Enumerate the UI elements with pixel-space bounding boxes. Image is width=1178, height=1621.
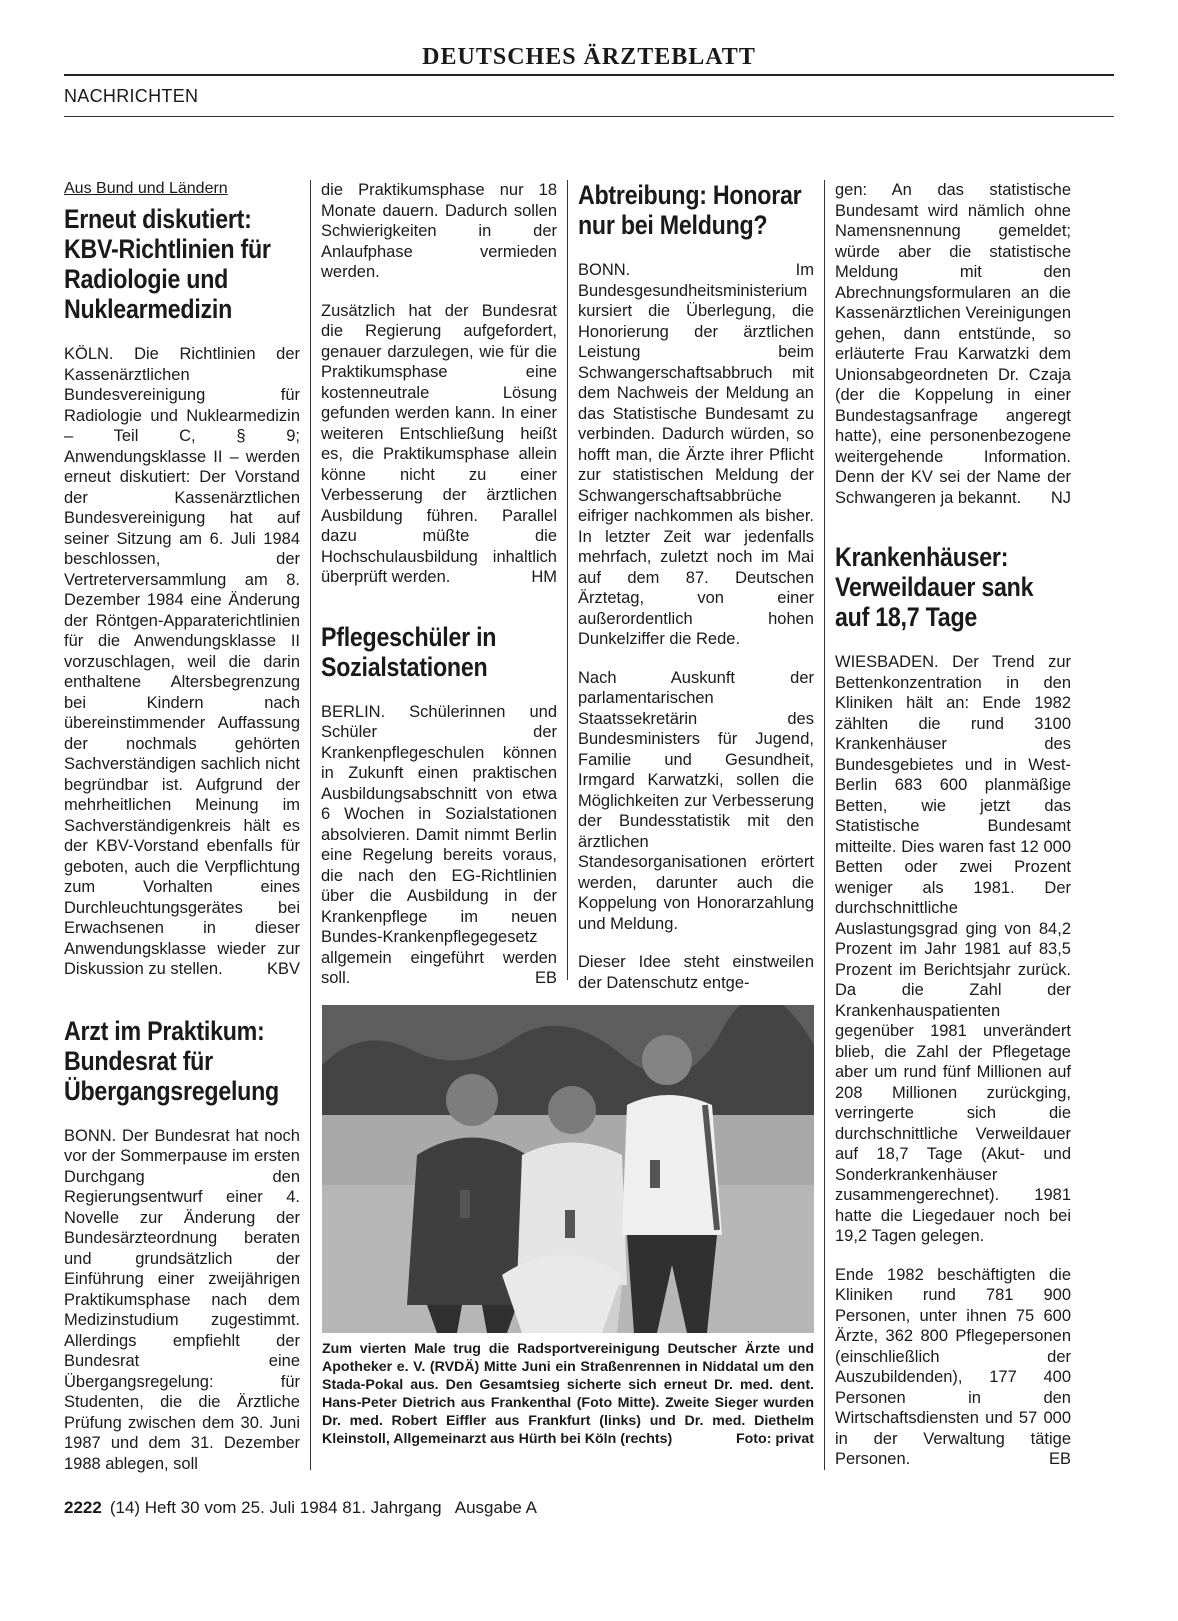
article-pflegeschueler xyxy=(321,622,557,989)
article-body: BONN. Der Bundesrat hat noch vor der Sommerpause im ersten Durchgang den Regierungsentwurf einer 4. Novelle zur Änderung der Bundesärzteordnung beraten und grundsätzlich der Einführung einer zweijährigen Praktikumsphase nach dem Medizinstudium zugestimmt. Allerdings empfiehlt der Bundesrat eine Übergangsregelung: für Studenten, die die Ärztliche Prüfung zwischen dem 30. Juni 1987 und dem 31. Dezember 1988 ablegen, soll xyxy=(64,1126,300,1473)
section-rule xyxy=(64,116,1114,117)
photo-illustration xyxy=(322,1005,814,1333)
article-kbv-richtlinien xyxy=(64,204,300,980)
article-body: BERLIN. Schülerinnen und Schüler der Krankenpflegeschulen können in Zukunft einen praktischen Ausbildungsabschnitt von etwa 6 Wochen in Sozialstationen absolvieren. Damit nimmt Berlin eine Regelung bereits voraus, die nach den EG-Richtlinien über die Ausbildung in der Krankenpflege im neuen Bundes-Krankenpflegegesetz allgemein eingeführt werden soll. EB xyxy=(321,702,557,987)
column-divider xyxy=(824,180,825,1470)
article-body: Dieser Idee steht einstweilen der Datenschutz entge- xyxy=(578,953,814,992)
headline: Arzt im Praktikum: Bundesrat für Übergangsregelung xyxy=(64,1015,279,1106)
article-krankenhaeuser xyxy=(835,542,1071,1470)
headline: Pflegeschüler in Sozialstationen xyxy=(321,621,497,682)
issue-info: (14) Heft 30 vom 25. Juli 1984 81. Jahrgang Ausgabe A xyxy=(109,1498,537,1517)
column-divider xyxy=(310,180,311,1470)
photo-caption: Zum vierten Male trug die Radsportvereinigung Deutscher Ärzte und Apotheker e. V. (RVDÄ) Mitte Juni ein Straßenrennen in Niddatal um den Stada-Pokal aus. Den Gesamtsieg sicherte sich erneut Dr. med. dent. Hans-Peter Dietrich aus Frankenthal (Foto Mitte). Zweite Sieger wurden Dr. med. Robert Eiffler aus Frankfurt (links) und Dr. med. Diethelm Kleinstoll, Allgemeinarzt aus Hürth bei Köln (rechts) Foto: privat xyxy=(322,1341,814,1447)
column-4 xyxy=(835,180,1071,1488)
article-body: Nach Auskunft der parlamentarischen Staatssekretärin des Bundesministers für Jugend, Familie und Gesundheit, Irmgard Karwatzki, sollen die Möglichkeiten zur Verbesserung der Bundesstatistik mit den ärztlichen Standesorganisationen erörtert werden, darunter auch die Koppelung von Honorarzahlung und Meldung. xyxy=(578,668,814,933)
article-body: BONN. Im Bundesgesundheitsministerium kursiert die Überlegung, die Honorierung der ärztlichen Leistung beim Schwangerschaftsabbruch mit dem Nachweis der Meldung an das Statistische Bundesamt zu verbinden. Dadurch würden, so hofft man, die Ärzte ihrer Pflicht zur statistischen Meldung der Schwangerschaftsabbrüche eifriger nachkommen als bisher. In letzter Zeit war jedenfalls mehrfach, zuletzt noch im Mai auf dem 87. Deutschen Ärztetag, von einer außerordentlich hohen Dunkelziffer die Rede. xyxy=(578,261,814,648)
article-abtreibung xyxy=(578,180,814,993)
article-body: KÖLN. Die Richtlinien der Kassenärztlichen Bundesvereinigung für Radiologie und Nuklearmedizin – Teil C, § 9; Anwendungsklasse II – werden erneut diskutiert: Der Vorstand der Kassenärztlichen Bundesvereinigung hat auf seiner Sitzung am 6. Juli 1984 beschlossen, der Vertreterversammlung am 8. Dezember 1984 eine Änderung der Röntgen-Apparaterichtlinien für die Anwendungsklasse II vorzuschlagen, weil die darin enthaltene Altersbegrenzung bei Kindern nach übereinstimmender Auffassung der nochmals gehörten Sachverständigen sachlich nicht begründbar ist. Aufgrund der mehrheitlichen Meinung im Sachverständigenkreis hält es der KBV-Vorstand ebenfalls für geboten, auch die Verpflichtung zum Vorhalten eines Durchleuchtungsgerätes bei Erwachsenen in dieser Anwendungsklasse wieder zur Diskussion zu stellen. KBV xyxy=(64,345,300,978)
author-signature: KBV xyxy=(266,960,300,978)
author-signature: EB xyxy=(1048,1450,1071,1468)
photo-cyclists xyxy=(322,1005,814,1333)
section-label: NACHRICHTEN xyxy=(64,86,199,106)
headline: Erneut diskutiert: KBV-Richtlinien für Radiologie und Nuklearmedizin xyxy=(64,204,271,324)
page-footer xyxy=(64,1498,537,1518)
article-body: die Praktikumsphase nur 18 Monate dauern. Dadurch sollen Schwierigkeiten in der Anlaufphase vermieden werden. xyxy=(321,181,557,281)
headline: Abtreibung: Honorar nur bei Meldung? xyxy=(578,180,802,240)
photo-credit: Foto: privat xyxy=(735,1431,814,1447)
column-1 xyxy=(64,180,300,1492)
page-number: 2222 xyxy=(64,1498,102,1517)
author-signature: EB xyxy=(534,969,557,987)
article-body: gen: An das statistische Bundesamt wird nämlich ohne Namensnennung gemeldet; würde aber die statistische Meldung mit den Abrechnungsformularen an die Kassenärztlichen Vereinigungen gehen, dann entstünde, so erläuterte Frau Karwatzki dem Unionsabgeordneten Dr. Czaja (der die Koppelung in einer Bundestagsanfrage angeregt hatte), eine personenbezogene weitergehende Information. Denn der KV sei der Name der Schwangeren ja bekannt. NJ xyxy=(835,181,1071,507)
author-signature: NJ xyxy=(1050,488,1071,507)
column-divider xyxy=(567,180,568,980)
masthead: DEUTSCHES ÄRZTEBLATT xyxy=(422,44,756,70)
article-body: Ende 1982 beschäftigten die Kliniken rund 781 900 Personen, unter ihnen 75 600 Ärzte, 362 800 Pflegepersonen (einschließlich der Auszubildenden), 177 400 Personen in den Wirtschaftsdiensten und 57 000 in der Verwaltung tätige Personen. EB xyxy=(835,1265,1071,1468)
column-3 xyxy=(578,180,814,1011)
article-arzt-im-praktikum xyxy=(64,1016,300,1475)
article-body: WIESBADEN. Der Trend zur Bettenkonzentration in den Kliniken hält an: Ende 1982 zählten die rund 3100 Krankenhäuser des Bundesgebietes und in West-Berlin 683 600 planmäßige Betten, wie jetzt das Statistische Bundesamt mitteilte. Dies waren fast 12 000 Betten oder zwei Prozent weniger als 1981. Der durchschnittliche Auslastungsgrad ging von 84,2 Prozent im Jahr 1981 auf 83,5 Prozent im Berichtsjahr zurück. Da die Zahl der Krankenhauspatienten gegenüber 1981 unverändert blieb, die Zahl der Pflegetage aber um rund fünf Millionen auf 208 Millionen zurückging, verringerte sich die durchschnittliche Verweildauer auf 18,7 Tage (Akut- und Sonderkrankenhäuser zusammengerechnet). 1981 hatte die Liegedauer noch bei 19,2 Tagen gelegen. xyxy=(835,653,1071,1245)
header-rule xyxy=(64,74,1114,76)
article-body: Zusätzlich hat der Bundesrat die Regierung aufgefordert, genauer darzulegen, wie für die Praktikumsphase eine kostenneutrale Lösung gefunden werden kann. In einer weiteren Entschließung heißt es, die Praktikumsphase allein könne nicht zu einer Verbesserung der ärztlichen Ausbildung führen. Parallel dazu müßte die Hochschulausbildung inhaltlich überprüft werden. HM xyxy=(321,301,557,586)
column-2 xyxy=(321,180,557,1007)
kicker: Aus Bund und Ländern xyxy=(64,180,228,197)
author-signature: HM xyxy=(531,568,557,586)
headline: Krankenhäuser: Verweildauer sank auf 18,7 Tage xyxy=(835,542,1034,632)
